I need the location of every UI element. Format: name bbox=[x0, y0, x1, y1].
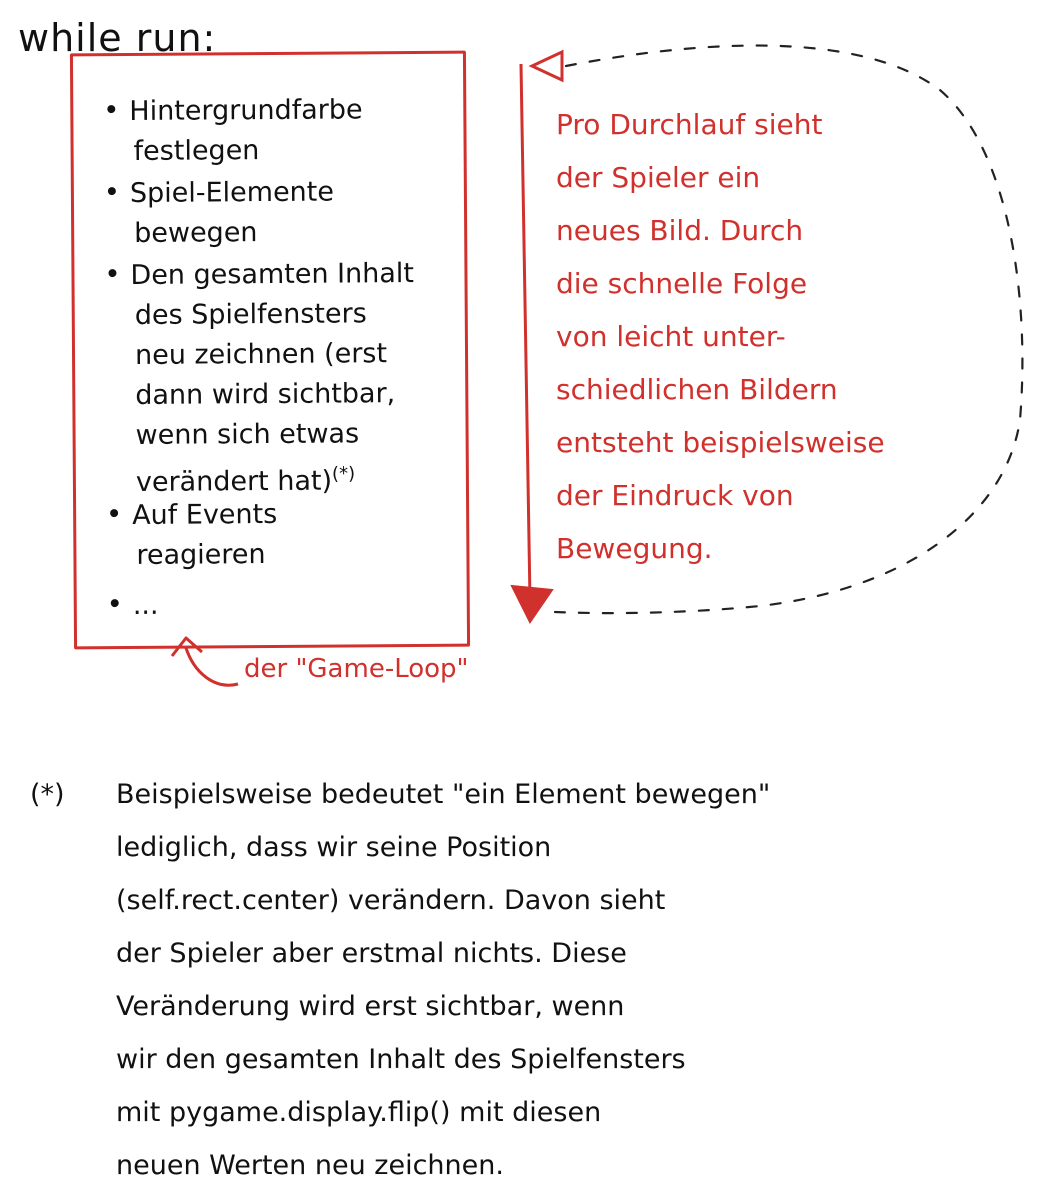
footnote-line: Beispielsweise bedeutet "ein Element bewegen" bbox=[116, 779, 771, 810]
step-line: Auf Events bbox=[132, 498, 278, 531]
step-line: bewegen bbox=[134, 217, 258, 249]
step-line: reagieren bbox=[136, 539, 266, 571]
footnote bbox=[30, 768, 990, 1192]
game-loop-label: der "Game-Loop" bbox=[244, 654, 469, 684]
explanation-line: der Eindruck von bbox=[556, 479, 794, 512]
explanation-line: Bewegung. bbox=[556, 532, 713, 565]
top-arrowhead-icon bbox=[532, 52, 562, 80]
bottom-arrowhead-icon bbox=[512, 586, 552, 622]
step-line: Den gesamten Inhalt bbox=[130, 257, 415, 291]
explanation-line: neues Bild. Durch bbox=[556, 214, 804, 247]
footnote-line: (self.rect.center) verändern. Davon sieht bbox=[116, 885, 666, 916]
explanation-line: die schnelle Folge bbox=[556, 267, 808, 300]
explanation-line: Pro Durchlauf sieht bbox=[556, 108, 823, 141]
step-line: wenn sich etwas bbox=[135, 418, 360, 451]
step-line: verändert hat) bbox=[135, 465, 333, 498]
step-line: Spiel-Elemente bbox=[129, 176, 335, 209]
step-line: neu zeichnen (erst bbox=[134, 338, 388, 371]
footnote-line: Veränderung wird erst sichtbar, wenn bbox=[116, 991, 625, 1022]
footnote-line: neuen Werten neu zeichnen. bbox=[116, 1150, 504, 1181]
loop-timeline-line bbox=[521, 64, 530, 600]
step-line: ... bbox=[132, 589, 159, 621]
step-line: festlegen bbox=[133, 135, 260, 167]
footnote-line: lediglich, dass wir seine Position bbox=[116, 832, 552, 863]
footnote-line: mit pygame.display.flip() mit diesen bbox=[116, 1097, 602, 1128]
frame-explanation bbox=[556, 98, 946, 575]
step-line: Hintergrundfarbe bbox=[129, 94, 363, 127]
explanation-line: der Spieler ein bbox=[556, 161, 761, 194]
step-line: dann wird sichtbar, bbox=[135, 378, 396, 411]
footnote-line: der Spieler aber erstmal nichts. Diese bbox=[116, 938, 627, 969]
label-pointer-line bbox=[186, 648, 238, 685]
explanation-line: von leicht unter- bbox=[556, 320, 786, 353]
loop-heading: while run: bbox=[18, 16, 217, 60]
footnote-marker: (*) bbox=[30, 779, 65, 810]
explanation-line: schiedlichen Bildern bbox=[556, 373, 838, 406]
explanation-line: entsteht beispielsweise bbox=[556, 426, 885, 459]
footnote-marker: (*) bbox=[331, 463, 356, 485]
footnote-line: wir den gesamten Inhalt des Spielfensters bbox=[116, 1044, 686, 1075]
step-line: des Spielfensters bbox=[134, 298, 367, 331]
